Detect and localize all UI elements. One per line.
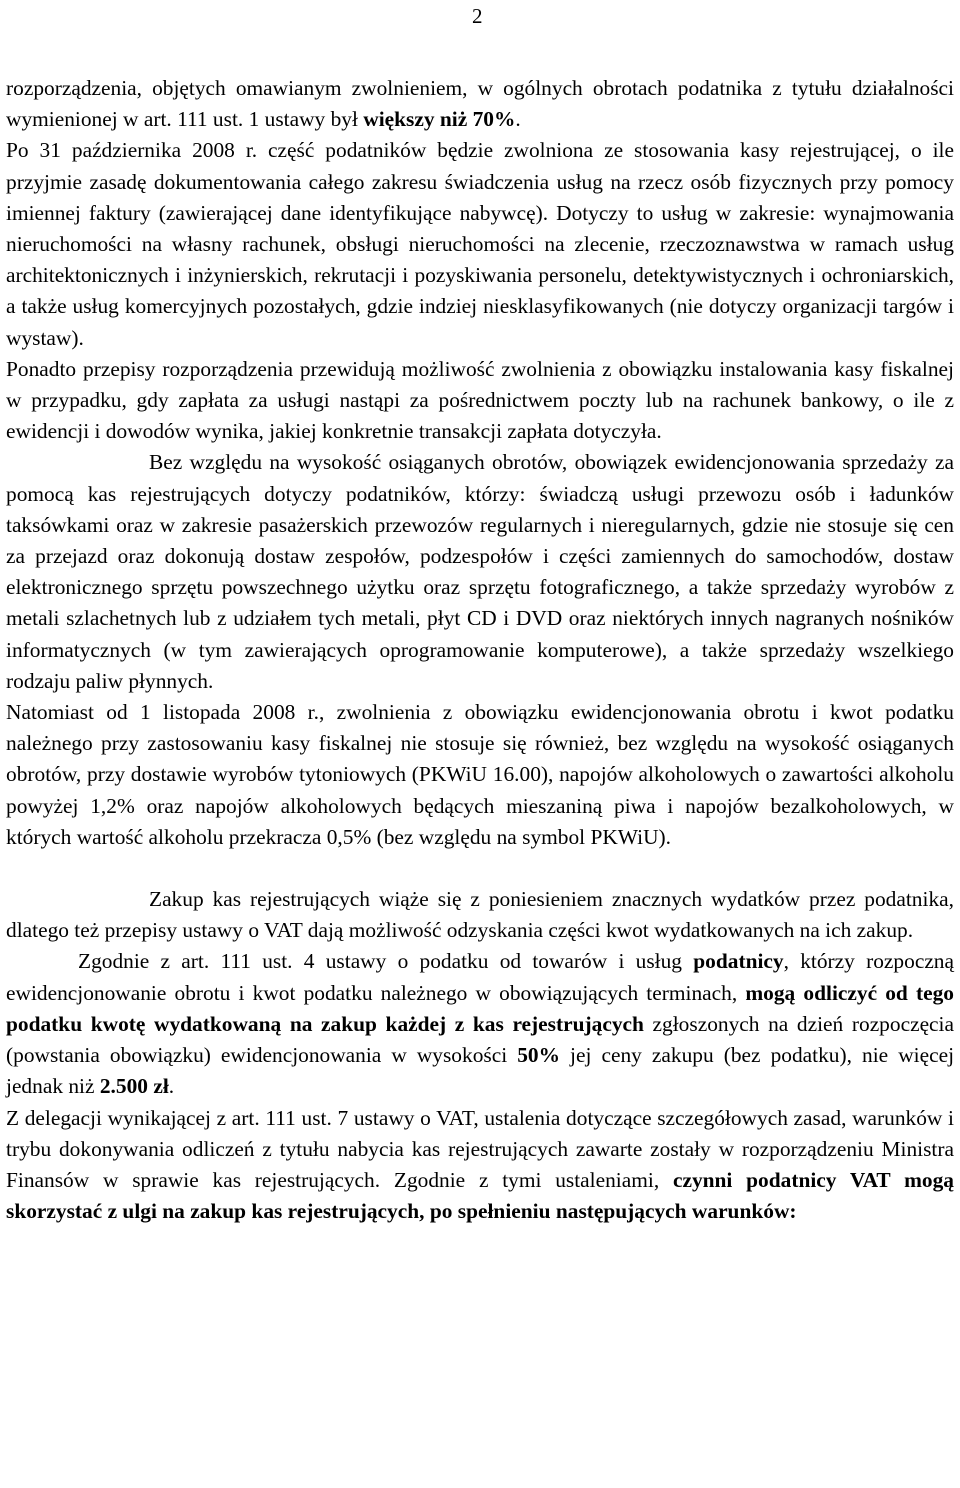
paragraph-2 <box>6 135 954 353</box>
bold-text: podatnicy <box>693 949 784 974</box>
paragraph-3 <box>6 354 954 448</box>
text-run: zgłoszonych na dzień rozpoczęcia (powstania obowiązku) ewidencjonowania w wysokości <box>6 1011 954 1068</box>
text-run: Po 31 października 2008 r. część podatników będzie zwolniona ze stosowania kasy rejestrującej, o ile przyjmie zasadę dokumentowania całego zakresu świadczenia usług na rzecz osób fizycznych przy pomocy imiennej faktury (zawierającej dane identyfikujące nabywcę). Dotyczy to usług w zakresie: wynajmowania nieruchomości na własny rachunek, obsługi nieruchomości na zlecenie, rzeczoznawstwa w ramach usług architektonicznych i inżynierskich, rekrutacji i pozyskiwania personelu, detektywistycznych i ochroniarskich, a także usług komercyjnych pozostałych, gdzie indziej niesklasyfikowanych (nie dotyczy organizacji targów i wystaw). <box>6 138 954 350</box>
text-run: rozporządzenia, objętych omawianym zwolnieniem, w ogólnych obrotach podatnika z tytułu działalności wymienionej w art. 111 ust. 1 ustawy był <box>6 76 954 132</box>
bold-text: czynni podatnicy VAT mogą skorzystać z ulgi na zakup kas rejestrujących, po spełnieniu następujących warunków: <box>6 1167 954 1224</box>
document-body <box>6 73 954 1227</box>
bold-text: 50% <box>517 1043 560 1068</box>
paragraph-4 <box>6 447 954 697</box>
bold-text: mogą odliczyć od tego podatku kwotę wydatkowaną na zakup każdej z kas rejestrujących <box>6 980 954 1036</box>
text-run: . <box>515 107 521 132</box>
paragraph-gap <box>6 853 954 884</box>
text-run: Zgodnie z art. 111 ust. 4 ustawy o podatku od towarów i usług <box>78 949 694 974</box>
paragraph-8 <box>6 946 954 1102</box>
text-run: Natomiast od 1 listopada 2008 r., zwolnienia z obowiązku ewidencjonowania obrotu i kwot podatku należnego przy zastosowaniu kasy fiskalnej nie stosuje się również, bez względu na wysokość osiąganych obrotów, przy dostawie wyrobów tytoniowych (PKWiU 16.00), napojów alkoholowych o zawartości alkoholu powyżej 1,2% oraz napojów alkoholowych będących mieszaniną piwa i napojów bezalkoholowych, w których wartość alkoholu przekracza 0,5% (bez względu na symbol PKWiU). <box>6 700 954 849</box>
text-run: Bez względu na wysokość osiąganych obrotów, obowiązek ewidencjonowania sprzedaży za pomocą kas rejestrujących dotyczy podatników, którzy: świadczą usługi przewozu osób i ładunków taksówkami oraz w zakresie pasażerskich przewozów regularnych i nieregularnych, gdzie nie stosuje się cen za przejazd oraz dokonują dostaw zespołów, podzespołów i części zamiennych do samochodów, dostaw elektronicznego sprzętu powszechnego użytku oraz sprzętu fotograficznego, a także sprzedaży wyrobów z metali szlachetnych lub z udziałem tych metali, płyt CD i DVD oraz niektórych innych nagranych nośników informatycznych (w tym zawierających oprogramowanie komputerowe), a także sprzedaży wszelkiego rodzaju paliw płynnych. <box>6 450 954 693</box>
text-run: Z delegacji wynikającej z art. 111 ust. 7 ustawy o VAT, ustalenia dotyczące szczegółowych zasad, warunków i trybu dokonywania odliczeń z tytułu nabycia kas rejestrujących zawarte zostały w rozporządzeniu Ministra Finansów w sprawie kas rejestrujących. Zgodnie z tymi ustaleniami, <box>6 1105 954 1192</box>
text-run: Ponadto przepisy rozporządzenia przewidują możliwość zwolnienia z obowiązku instalowania kasy fiskalnej w przypadku, gdy zapłata za usługi nastąpi za pośrednictwem poczty lub na rachunek bankowy, o ile z ewidencji i dowodów wynika, jakiej konkretnie transakcji zapłata dotyczyła. <box>6 356 954 444</box>
text-run: . <box>168 1074 175 1099</box>
bold-text: 2.500 zł <box>99 1074 169 1099</box>
paragraph-7 <box>6 884 954 946</box>
paragraph-1 <box>6 73 954 135</box>
text-run: jej ceny zakupu (bez podatku), nie więcej jednak niż <box>6 1043 955 1099</box>
bold-text: większy niż 70% <box>363 107 516 132</box>
paragraph-9 <box>6 1103 954 1228</box>
paragraph-5 <box>6 697 954 853</box>
text-run: Zakup kas rejestrujących wiąże się z poniesieniem znacznych wydatków przez podatnika, dlatego też przepisy ustawy o VAT dają możliwość odzyskania części kwot wydatkowanych na ich zakup. <box>6 887 954 943</box>
text-run: , którzy rozpoczną ewidencjonowanie obrotu i kwot podatku należnego w obowiązujących terminach, <box>6 949 954 1005</box>
page-number: 2 <box>472 4 483 28</box>
